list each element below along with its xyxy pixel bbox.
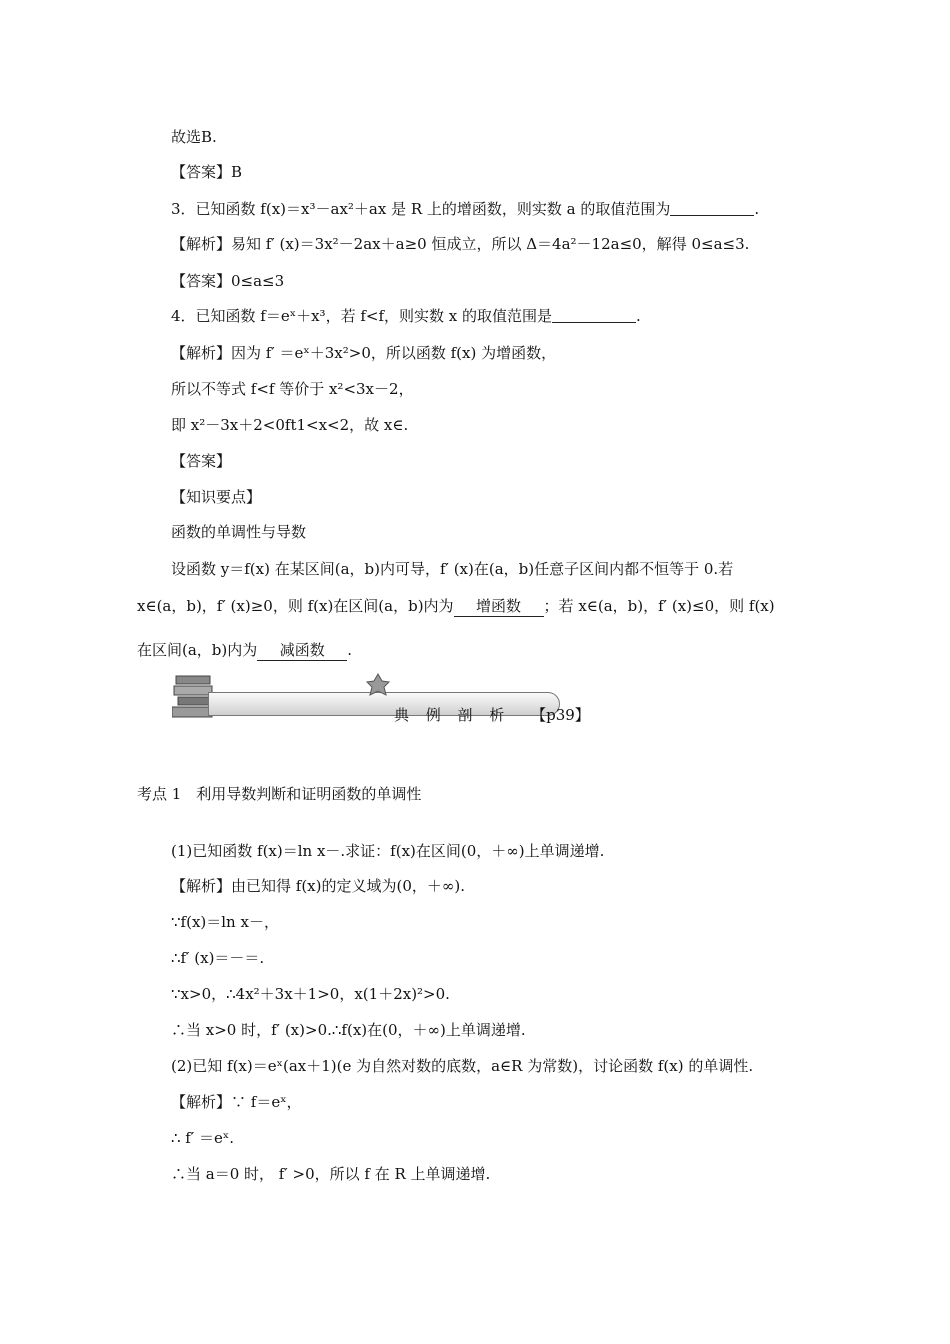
text-line: ∴当 a＝0 时， f′ >0，所以 f 在 R 上单调递增. [171,1165,491,1183]
text-line: ∵f(x)＝ln x－， [171,913,279,931]
text-line: 即 x²－3x＋2<0ft1<x<2，故 x∈. [171,416,409,434]
text-segment: ；若 x∈(a，b)，f′ (x)≤0，则 f(x) [543,597,775,615]
page-reference: 【p39】 [531,706,590,724]
text-segment: . [347,641,353,659]
text-line: ∴ f′ ＝eˣ. [171,1129,235,1147]
filled-blank: 减函数 [257,640,347,661]
text-line [137,640,352,661]
question-end: . [754,200,760,218]
text-line: 函数的单调性与导数 [171,523,307,541]
banner-title [394,704,590,725]
answer-blank [670,201,754,216]
filled-blank: 增函数 [454,596,544,617]
text-line: ∴当 x>0 时，f′ (x)>0.∴f(x)在(0，＋∞)上单调递增. [171,1021,526,1039]
text-line: ∴f′ (x)＝－＝. [171,949,265,967]
analysis-line: 【解析】∵ f＝eˣ， [171,1093,302,1111]
answer-line: 【答案】B [171,163,243,181]
text-line: 故选B. [171,128,217,146]
answer-blank [552,308,636,323]
problem-line: (2)已知 f(x)＝eˣ(ax＋1)(e 为自然对数的底数，a∈R 为常数)，讨论函数 f(x) 的单调性. [171,1057,754,1075]
analysis-line: 【解析】因为 f′ ＝eˣ＋3x²>0，所以函数 f(x) 为增函数， [171,344,557,362]
text-line: 所以不等式 f<f 等价于 x²<3x－2， [171,380,414,398]
question-4 [171,306,641,326]
text-line: 设函数 y＝f(x) 在某区间(a，b)内可导，f′ (x)在(a，b)任意子区间内都不恒等于 0.若 [171,560,734,578]
question-text: 3．已知函数 f(x)＝x³－ax²＋ax 是 R 上的增函数，则实数 a 的取值范围为 [171,200,671,218]
leaf-icon [365,672,391,698]
topic-heading: 考点 1 利用导数判断和证明函数的单调性 [137,785,422,803]
text-segment: x∈(a，b)，f′ (x)≥0，则 f(x)在区间(a，b)内为 [137,597,454,615]
banner-label: 典 例 剖 析 [394,706,511,724]
question-end: . [636,307,641,325]
text-segment: 在区间(a，b)内为 [137,641,258,659]
text-line: ∵x>0，∴4x²＋3x＋1>0，x(1＋2x)²>0. [171,985,450,1003]
analysis-line: 【解析】易知 f′ (x)＝3x²－2ax＋a≥0 恒成立，所以 Δ＝4a²－12a≤0，解得 0≤a≤3. [171,235,750,253]
question-3 [171,199,759,219]
section-heading: 【知识要点】 [171,488,262,506]
analysis-line: 【解析】由已知得 f(x)的定义域为(0，＋∞). [171,877,465,895]
answer-line: 【答案】0≤a≤3 [171,272,285,290]
text-line [137,596,775,617]
question-text: 4．已知函数 f＝eˣ＋x³，若 f<f，则实数 x 的取值范围是 [171,307,553,325]
problem-line: (1)已知函数 f(x)＝ln x－.求证：f(x)在区间(0，＋∞)上单调递增. [171,842,605,860]
answer-line: 【答案】 [171,452,232,470]
